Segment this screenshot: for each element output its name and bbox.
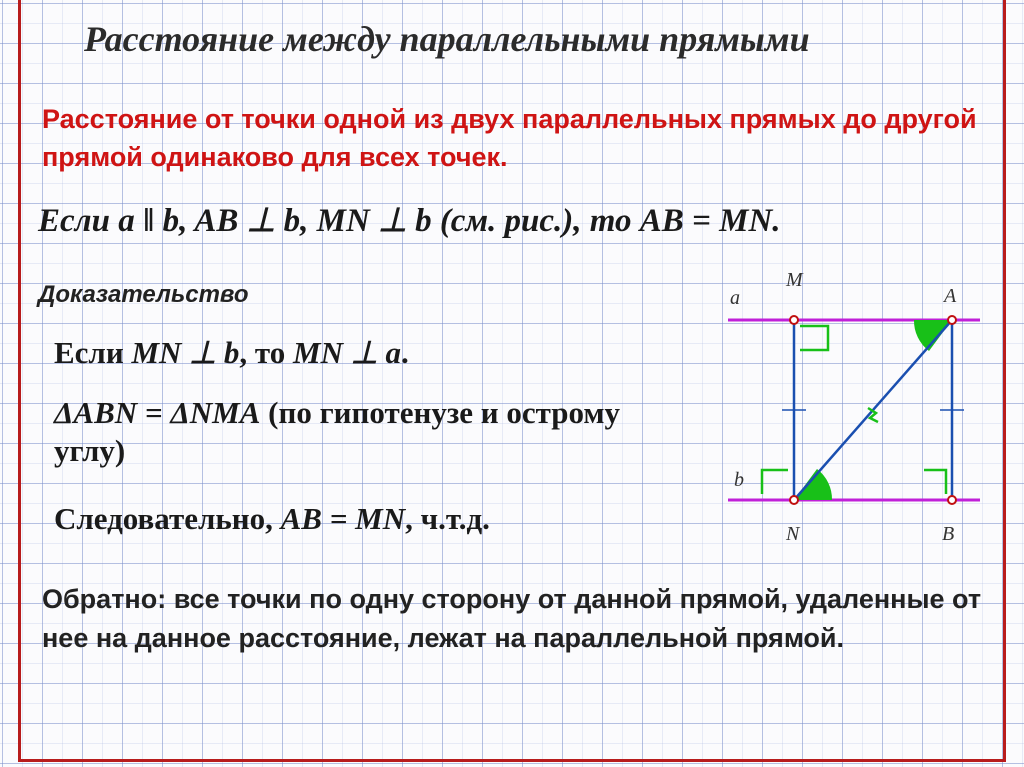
proof-heading: Доказательство	[38, 281, 249, 308]
right-angle-mark-m	[800, 326, 828, 350]
proof-step-2-reason: (по гипотенузе и острому углу)	[54, 395, 621, 468]
proof-step-1-part: .	[400, 335, 409, 370]
proof-step-2-formula: ΔABN = ΔNMA	[54, 395, 261, 430]
proof-step-2	[54, 394, 664, 470]
proof-step-1-formula: MN ⊥ b	[131, 335, 240, 370]
label-b-point: B	[942, 523, 955, 545]
label-n: N	[786, 523, 800, 545]
condition-statement: Если a ‖ b, AB ⊥ b, MN ⊥ b (см. рис.), то AB = MN.	[38, 203, 781, 239]
proof-step-1-formula: MN ⊥ a	[293, 335, 401, 370]
proof-step-3	[54, 501, 490, 537]
right-angle-mark-b	[924, 470, 946, 494]
point-b	[948, 496, 956, 504]
proof-step-1-part: Если	[54, 335, 132, 370]
label-m: M	[786, 269, 803, 291]
label-a-point: A	[944, 285, 957, 307]
point-n	[790, 496, 798, 504]
proof-step-1-part: , то	[239, 335, 293, 370]
point-a	[948, 316, 956, 324]
proof-step-3-formula: AB = MN	[280, 501, 406, 536]
proof-step-3-part: Следовательно,	[54, 501, 281, 536]
right-angle-mark-n	[762, 470, 788, 494]
point-m	[790, 316, 798, 324]
label-b-line: b	[734, 469, 744, 491]
converse-text: Обратно: все точки по одну сторону от данной прямой, удаленные от нее на данное расстояние, лежат на параллельной прямой.	[42, 584, 982, 653]
proof-step-1	[54, 335, 409, 371]
proof-step-3-part: , ч.т.д.	[405, 501, 490, 536]
slide-title: Расстояние между параллельными прямыми	[84, 19, 810, 59]
definition-text: Расстояние от точки одной из двух параллельных прямых до другой прямой одинаково для всех точек.	[42, 104, 977, 172]
parallel-lines-figure	[718, 262, 988, 552]
label-a-line: a	[730, 287, 740, 309]
